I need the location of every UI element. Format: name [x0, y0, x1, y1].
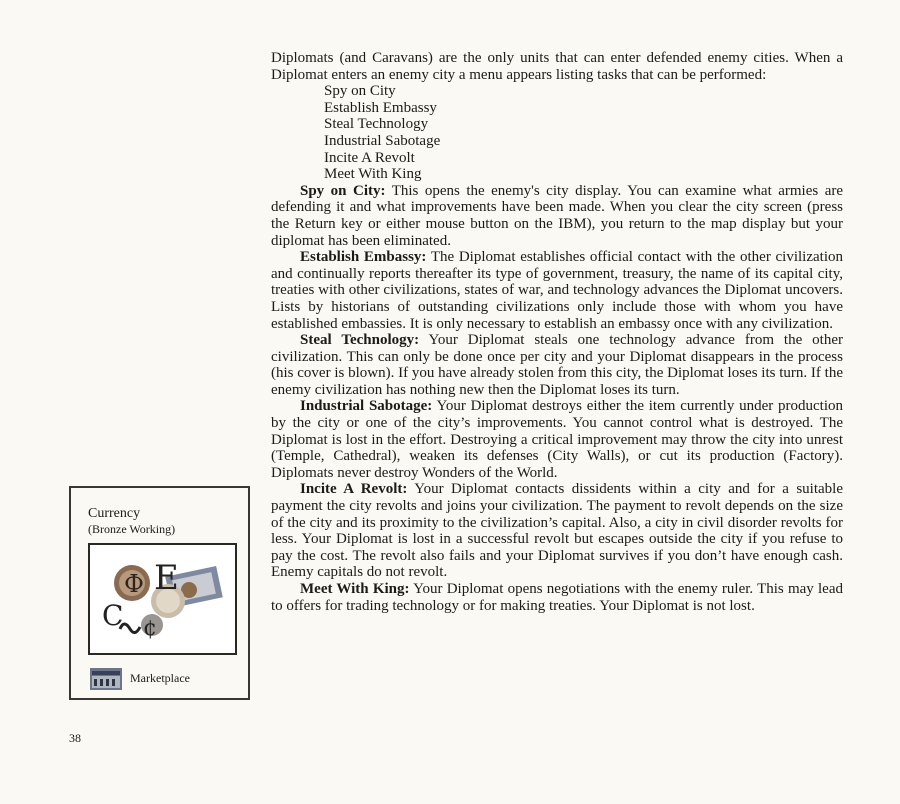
intro-paragraph: Diplomats (and Caravans) are the only units that can enter defended enemy cities. When a Diplomat enters an enemy city a menu appears listing tasks that can be performed:	[271, 50, 843, 83]
task-item: Meet With King	[324, 166, 422, 183]
section-steal-technology	[271, 332, 843, 398]
task-item: Industrial Sabotage	[324, 132, 441, 149]
currency-coins-icon	[88, 543, 237, 655]
task-item: Steal Technology	[324, 116, 429, 133]
section-spy-on-city	[271, 183, 843, 249]
section-body: The Diplomat establishes official contact with the other civilization and continually reports thereafter its type of government, treasury, the name of its capital city, treaties with other civilizations, states of war, and technology advances the Diplomat uncovers. Lists by historians of outstanding civilizations only include those with whom you have established embassies. It is only necessary to establish an embassy once with any civilization.	[271, 249, 843, 332]
page-number: 38	[69, 731, 81, 745]
svg-text:C: C	[102, 599, 124, 632]
sidebar-title: Currency	[88, 506, 141, 521]
section-heading: Steal Technology:	[300, 332, 420, 349]
section-establish-embassy	[271, 249, 843, 332]
requirement-label: Marketplace	[130, 671, 190, 685]
section-meet-with-king	[271, 581, 843, 614]
marketplace-icon	[90, 668, 122, 690]
task-item: Spy on City	[324, 83, 396, 100]
svg-text:¢: ¢	[143, 616, 157, 641]
section-body: This opens the enemy's city display. You can examine what armies are defending it and what improvements have been made. When you clear the city screen (press the Return key or either mouse button on the IBM), you return to the map display but your diplomat has been eliminated.	[271, 182, 843, 249]
diplomat-task-list	[271, 83, 843, 183]
currency-sidebar-box	[69, 486, 250, 700]
section-heading: Spy on City:	[300, 182, 386, 199]
task-item: Establish Embassy	[324, 99, 437, 116]
section-heading: Incite A Revolt:	[300, 481, 408, 498]
svg-text:Ф: Ф	[124, 570, 144, 598]
section-heading: Industrial Sabotage:	[300, 398, 433, 415]
section-heading: Establish Embassy:	[300, 249, 427, 266]
section-body: Your Diplomat opens negotiations with the enemy ruler. This may lead to offers for trading technology or for making treaties. Your Diplomat is not lost.	[271, 581, 843, 614]
svg-text:E: E	[154, 558, 179, 598]
section-heading: Meet With King:	[300, 581, 410, 597]
section-body: Your Diplomat destroys either the item currently under production by the city or one of the city’s improvements. You cannot control what is destroyed. The Diplomat is lost in the effort. Destroying a critical improvement may throw the city into unrest (Temple, Cathedral), weaken its defenses (City Walls), or cut its production (Factory). Diplomats never destroy Wonders of the World.	[271, 398, 843, 481]
main-text-column	[271, 50, 843, 614]
section-industrial-sabotage	[271, 398, 843, 481]
sidebar-subtitle: (Bronze Working)	[88, 522, 176, 536]
section-incite-a-revolt	[271, 481, 843, 581]
section-body: Your Diplomat steals one technology advance from the other civilization. This can only be done once per city and your Diplomat disappears in the process (his cover is blown). If you have already stolen from this city, the Diplomat loses its turn. If the enemy civilization has nothing new then the Diplomat loses its turn.	[271, 332, 844, 398]
task-item: Incite A Revolt	[324, 149, 415, 166]
section-body: Your Diplomat contacts dissidents within a city and for a suitable payment the city revolts and joins your civilization. The payment to revolt depends on the size of the city and its proximity to the civilization’s capital. Also, a city in civil disorder revolts for less. Your Diplomat is lost in a successful revolt but escapes outside the city if you refuse to pay the cost. The revolt also fails and your Diplomat survives if you don’t have enough cash. Enemy capitals do not revolt.	[271, 481, 844, 581]
